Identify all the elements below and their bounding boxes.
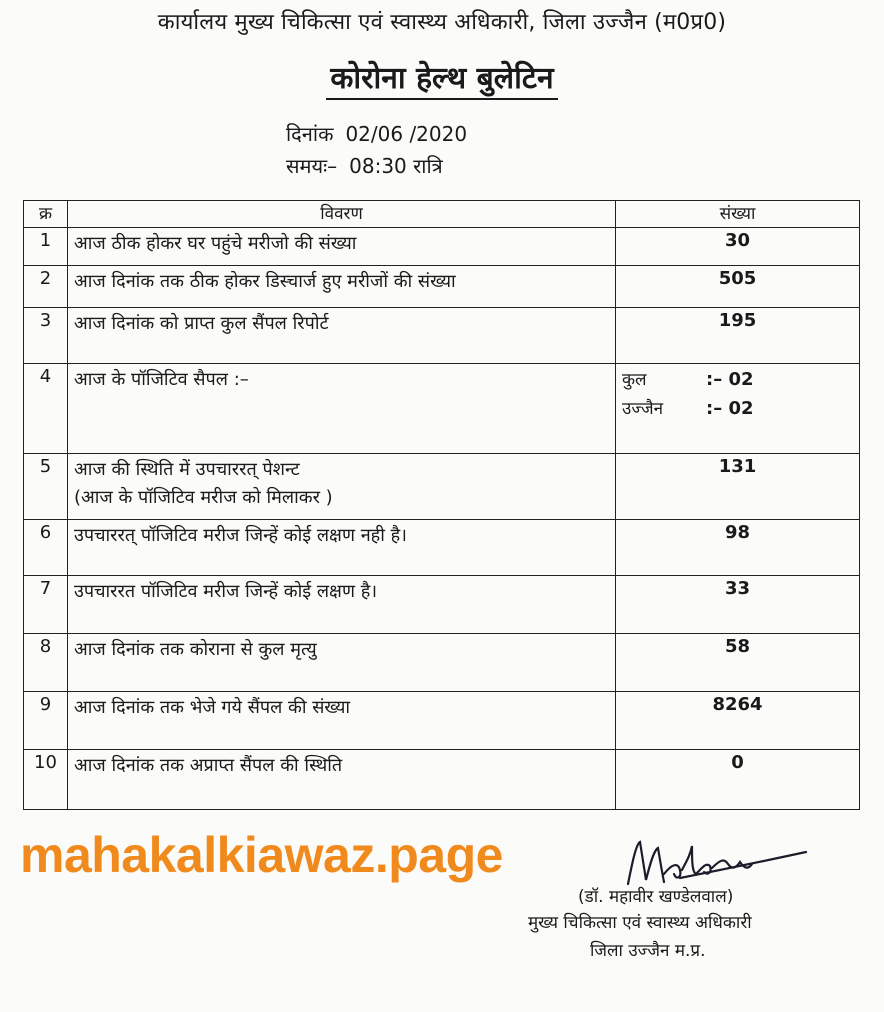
row-number: 1 [24,228,68,266]
row-number: 9 [24,692,68,750]
row-number: 7 [24,576,68,634]
row-count: 8264 [616,692,860,750]
row-count-split [616,364,860,454]
row-count: 58 [616,634,860,692]
time-value: 08:30 रात्रि [349,154,443,178]
table-row [24,364,860,454]
col-header-description: विवरण [68,201,616,228]
count-line-total [622,366,853,395]
row-count: 0 [616,750,860,810]
watermark-text: mahakalkiawaz.page [20,827,503,883]
row-count: 98 [616,520,860,576]
date-row [286,120,467,147]
table-row [24,520,860,576]
row-number: 3 [24,308,68,364]
row-number: 6 [24,520,68,576]
row-number: 8 [24,634,68,692]
bulletin-table [23,200,860,810]
row-count: 33 [616,576,860,634]
table-row [24,266,860,308]
row-number: 5 [24,454,68,520]
col-header-count: संख्या [616,201,860,228]
count-line-value: :– 02 [706,397,754,419]
table-row [24,750,860,810]
row-description: आज दिनांक तक अप्राप्त सैंपल की स्थिति [68,750,616,810]
bulletin-title [0,56,884,97]
date-label: दिनांक [286,122,334,146]
row-description-line2: (आज के पॉजिटिव मरीज को मिलाकर ) [74,486,333,508]
row-number: 10 [24,750,68,810]
table-header-row [24,201,860,228]
row-description [68,454,616,520]
count-line-label: कुल [622,370,647,390]
row-count: 131 [616,454,860,520]
signatory-name: (डॉ. महावीर खण्डेलवाल) [578,887,734,907]
row-number: 2 [24,266,68,308]
row-description: आज के पॉजिटिव सैपल :– [68,364,616,454]
table-row [24,228,860,266]
row-description: आज दिनांक तक भेजे गये सैंपल की संख्या [68,692,616,750]
bulletin-title-text: कोरोना हेल्थ बुलेटिन [326,61,557,100]
table-row [24,576,860,634]
col-header-number: क्र [24,201,68,228]
row-description: आज दिनांक तक ठीक होकर डिस्चार्ज हुए मरीजों की संख्या [68,266,616,308]
time-row [286,152,443,179]
table-row [24,634,860,692]
row-description: आज दिनांक को प्राप्त कुल सैंपल रिपोर्ट [68,308,616,364]
row-description: आज दिनांक तक कोराना से कुल मृत्यु [68,634,616,692]
count-line-value: :– 02 [706,369,754,390]
row-count: 505 [616,266,860,308]
row-count: 30 [616,228,860,266]
row-description-line1: आज की स्थिति में उपचाररत् पेशन्ट [74,459,300,480]
row-description: उपचाररत् पॉजिटिव मरीज जिन्हें कोई लक्षण नही है। [68,520,616,576]
time-label: समयः– [286,154,338,178]
row-description: उपचाररत पॉजिटिव मरीज जिन्हें कोई लक्षण है। [68,576,616,634]
date-value: 02/06 /2020 [345,122,468,146]
row-description: आज ठीक होकर घर पहुंचे मरीजो की संख्या [68,228,616,266]
row-number: 4 [24,364,68,454]
row-count: 195 [616,308,860,364]
signatory-place: जिला उज्जैन म.प्र. [590,941,706,961]
count-line-label: उज्जैन [622,398,664,419]
table-row [24,454,860,520]
table-row [24,692,860,750]
office-header: कार्यालय मुख्य चिकित्सा एवं स्वास्थ्य अधिकारी, जिला उज्जैन (म0प्र0) [157,10,727,35]
signatory-designation: मुख्य चिकित्सा एवं स्वास्थ्य अधिकारी [528,913,752,933]
count-line-ujjain [622,395,853,424]
table-row [24,308,860,364]
